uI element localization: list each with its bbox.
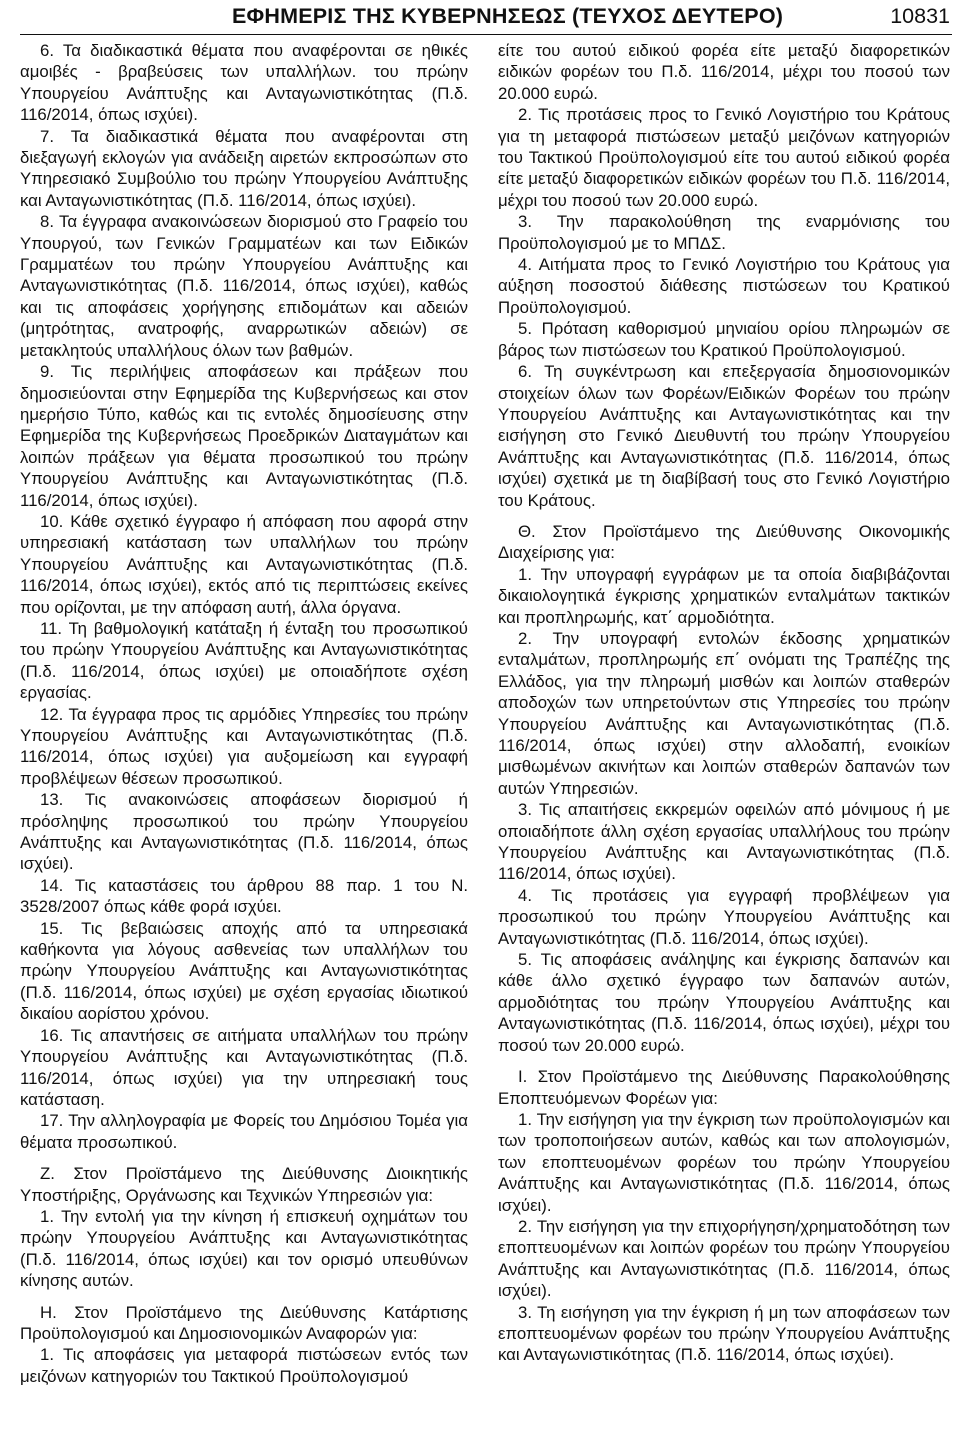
section-heading: Ζ. Στον Προϊστάμενο της Διεύθυνσης Διοικητικής Υποστήριξης, Οργάνωσης και Τεχνικών Υπηρεσιών για: <box>20 1164 468 1205</box>
paragraph: 14. Τις καταστάσεις του άρθρου 88 παρ. 1 του Ν. 3528/2007 όπως κάθε φορά ισχύει. <box>20 875 468 917</box>
section-heading: Θ. Στον Προϊστάμενο της Διεύθυνσης Οικονομικής Διαχείρισης για: <box>498 521 950 563</box>
paragraph: 2. Την υπογραφή εντολών έκδοσης χρηματικών ενταλμάτων, προπληρωμής επ΄ ονόματι της Τραπέζης της Ελλάδος, για την πληρωμή μισθών και λοιπών σταθερών αποδοχών των υπηρετούντων στις Υπηρεσίες του πρώην Υπουργείου Ανάπτυξης και Ανταγωνιστικότητας (Π.δ. 116/2014, όπως ισχύει) στην αλλοδαπή, ενοικίων μισθωμένων ακινήτων και λοιπών σταθερών δαπανών των αυτών Υπηρεσιών. <box>498 628 950 798</box>
right-column <box>498 40 950 1431</box>
header-divider <box>20 34 952 35</box>
paragraph: 1. Την υπογραφή εγγράφων με τα οποία διαβιβάζονται δικαιολογητικά έγκρισης χρηματικών ενταλμάτων τακτικών και προπληρωμής, κατ΄ αρμοδιότητα. <box>498 564 950 627</box>
paragraph: 17. Την αλληλογραφία με Φορείς του Δημόσιου Τομέα για θέματα προσωπικού. <box>20 1111 468 1152</box>
paragraph: 13. Τις ανακοινώσεις αποφάσεων διορισμού ή πρόσληψης προσωπικού του πρώην Υπουργείου Ανάπτυξης και Ανταγωνιστικότητας (Π.δ. 116/2014, όπως ισχύει). <box>20 790 468 874</box>
paragraph: 1. Την εντολή για την κίνηση ή επισκευή οχημάτων του πρώην Υπουργείου Ανάπτυξης και Ανταγωνιστικότητας (Π.δ. 116/2014, όπως ισχύει) και τον ορισμό υπευθύνων κίνησης αυτών. <box>20 1206 468 1291</box>
paragraph: 6. Τη συγκέντρωση και επεξεργασία δημοσιονομικών στοιχείων όλων των Φορέων/Ειδικών Φορέων του πρώην Υπουργείου Ανάπτυξης και Ανταγωνιστικότητας και την εισήγηση στο Γενικό Διευθυντή του πρώην Υπουργείου Ανάπτυξης και Ανταγωνιστικότητας (Π.δ. 116/2014, όπως ισχύει) σχετικά με τη διαβίβασή τους στο Γενικό Λογιστήριο του Κράτους. <box>498 362 950 510</box>
paragraph: 7. Τα διαδικαστικά θέματα που αναφέρονται στη διεξαγωγή εκλογών για ανάδειξη αιρετών εκπροσώπων στο Υπηρεσιακό Συμβούλιο του πρώην Υπουργείου Ανάπτυξης και Ανταγωνιστικότητας (Π.δ. 116/2014, όπως ισχύει). <box>20 126 468 210</box>
left-column <box>20 40 468 1431</box>
paragraph: 3. Τις απαιτήσεις εκκρεμών οφειλών από μόνιμους ή με οποιαδήποτε άλλη σχέση εργασίας υπαλλήλους του πρώην Υπουργείου Ανάπτυξης και Ανταγωνιστικότητας (Π.δ. 116/2014, όπως ισχύει). <box>498 800 950 884</box>
paragraph: 6. Τα διαδικαστικά θέματα που αναφέρονται σε ηθικές αμοιβές - βραβεύσεις των υπαλλήλων. του πρώην Υπουργείου Ανάπτυξης και Ανταγωνιστικότητας (Π.δ. 116/2014, όπως ισχύει). <box>20 41 468 125</box>
section-heading: Η. Στον Προϊστάμενο της Διεύθυνσης Κατάρτισης Προϋπολογισμού και Δημοσιονομικών Αναφορών για: <box>20 1302 468 1343</box>
paragraph: 9. Τις περιλήψεις αποφάσεων και πράξεων που δημοσιεύονται στην Εφημερίδα της Κυβερνήσεως και στον ημερήσιο Τύπο, καθώς και τις εντολές δημοσίευσης στην Εφημερίδα της Κυβερνήσεως Προεδρικών Διαταγμάτων και λοιπών πράξεων για θέματα προσωπικού του πρώην Υπουργείου Ανάπτυξης και Ανταγωνιστικότητας (Π.δ. 116/2014, όπως ισχύει). <box>20 362 468 510</box>
paragraph: 2. Τις προτάσεις προς το Γενικό Λογιστήριο του Κράτους για τη μεταφορά πιστώσεων μεταξύ μειζόνων κατηγοριών του Τακτικού Προϋπολογισμού είτε του αυτού ειδικού φορέα είτε μεταξύ διαφορετικών ειδικών φορέων του Π.δ. 116/2014, μέχρι του ποσού των 20.000 ευρώ. <box>498 105 950 210</box>
paragraph: 5. Πρόταση καθορισμού μηνιαίου ορίου πληρωμών σε βάρος των πιστώσεων του Κρατικού Προϋπολογισμού. <box>498 319 950 360</box>
paragraph: 12. Τα έγγραφα προς τις αρμόδιες Υπηρεσίες του πρώην Υπουργείου Ανάπτυξης και Ανταγωνιστικότητας (Π.δ. 116/2014, όπως ισχύει) για αυξομείωση και εγγραφή προβλέψεων θέσεων προσωπικού. <box>20 704 468 788</box>
paragraph: 4. Αιτήματα προς το Γενικό Λογιστήριο του Κράτους για αύξηση ποσοστού διάθεσης πιστώσεων του Κρατικού Προϋπολογισμού. <box>498 255 950 317</box>
paragraph: 1. Την εισήγηση για την έγκριση των προϋπολογισμών και των τροποποιήσεων αυτών, καθώς και των απολογισμών, των εποπτευομένων φορέων του πρώην Υπουργείου Ανάπτυξης και Ανταγωνιστικότητας (Π.δ. 116/2014, όπως ισχύει). <box>498 1109 950 1215</box>
paragraph: 10. Κάθε σχετικό έγγραφο ή απόφαση που αφορά στην υπηρεσιακή κατάσταση των υπαλλήλων του πρώην Υπουργείου Ανάπτυξης και Ανταγωνιστικότητας (Π.δ. 116/2014, όπως ισχύει), εκτός από τις περιπτώσεις εκείνες που ορίζονται, με την απόφαση αυτή, άλλα όργανα. <box>20 511 468 617</box>
paragraph: 16. Τις απαντήσεις σε αιτήματα υπαλλήλων του πρώην Υπουργείου Ανάπτυξης και Ανταγωνιστικότητας (Π.δ. 116/2014, όπως ισχύει) για την υπηρεσιακή τους κατάσταση. <box>20 1025 468 1109</box>
paragraph: 2. Την εισήγηση για την επιχορήγηση/χρηματοδότηση των εποπτευομένων και λοιπών φορέων του πρώην Υπουργείου Ανάπτυξης και Ανταγωνιστικότητας (Π.δ. 116/2014, όπως ισχύει). <box>498 1216 950 1301</box>
section-heading: Ι. Στον Προϊστάμενο της Διεύθυνσης Παρακολούθησης Εποπτευόμενων Φορέων για: <box>498 1067 950 1108</box>
gazette-title: ΕΦΗΜΕΡΙΣ ΤΗΣ ΚΥΒΕΡΝΗΣΕΩΣ (ΤΕΥΧΟΣ ΔΕΥΤΕΡΟ) <box>232 4 784 28</box>
paragraph: 8. Τα έγγραφα ανακοινώσεων διορισμού στο Γραφείο του Υπουργού, των Γενικών Γραμματέων και των Ειδικών Γραμματέων του πρώην Υπουργείου Ανάπτυξης και Ανταγωνιστικότητας (Π.δ. 116/2014, όπως ισχύει), καθώς και τις αποφάσεις χορήγησης επιδομάτων και αδειών (μητρότητας, ανατροφής, αναρρωτικών αδειών) σε μετακλητούς υπαλλήλους όλων των βαθμών. <box>20 212 468 360</box>
paragraph: 1. Τις αποφάσεις για μεταφορά πιστώσεων εντός των μειζόνων κατηγοριών του Τακτικού Προϋπολογισμού <box>20 1345 468 1386</box>
paragraph: 4. Τις προτάσεις για εγγραφή προβλέψεων για προσωπικού του πρώην Υπουργείου Ανάπτυξης και Ανταγωνιστικότητας (Π.δ. 116/2014, όπως ισχύει). <box>498 885 950 948</box>
page-number: 10831 <box>890 4 950 28</box>
paragraph: 11. Τη βαθμολογική κατάταξη ή ένταξη του προσωπικού του πρώην Υπουργείου Ανάπτυξης και Ανταγωνιστικότητας (Π.δ. 116/2014, όπως ισχύει) με οποιαδήποτε σχέση εργασίας. <box>20 618 468 703</box>
paragraph: 3. Την παρακολούθηση της εναρμόνισης του Προϋπολογισμού με το ΜΠΔΣ. <box>498 212 950 253</box>
paragraph-continuation: είτε του αυτού ειδικού φορέα είτε μεταξύ διαφορετικών ειδικών φορέων του Π.δ. 116/2014, μέχρι του ποσού των 20.000 ευρώ. <box>498 41 950 103</box>
paragraph: 15. Τις βεβαιώσεις αποχής από τα υπηρεσιακά καθήκοντα για λόγους ασθενείας των υπαλλήλων του πρώην Υπουργείου Ανάπτυξης και Ανταγωνιστικότητας (Π.δ. 116/2014, όπως ισχύει) με σχέση εργασίας ιδιωτικού δικαίου αορίστου χρόνου. <box>20 918 468 1024</box>
paragraph: 5. Τις αποφάσεις ανάληψης και έγκρισης δαπανών και κάθε άλλο σχετικό έγγραφο των δαπανών αυτών, αρμοδιότητας του πρώην Υπουργείου Ανάπτυξης και Ανταγωνιστικότητας (Π.δ. 116/2014, όπως ισχύει), μέχρι του ποσού των 20.000 ευρώ. <box>498 950 950 1055</box>
paragraph: 3. Τη εισήγηση για την έγκριση ή μη των αποφάσεων των εποπτευομένων φορέων του πρώην Υπουργείου Ανάπτυξης και Ανταγωνιστικότητας (Π.δ. 116/2014, όπως ισχύει). <box>498 1302 950 1365</box>
